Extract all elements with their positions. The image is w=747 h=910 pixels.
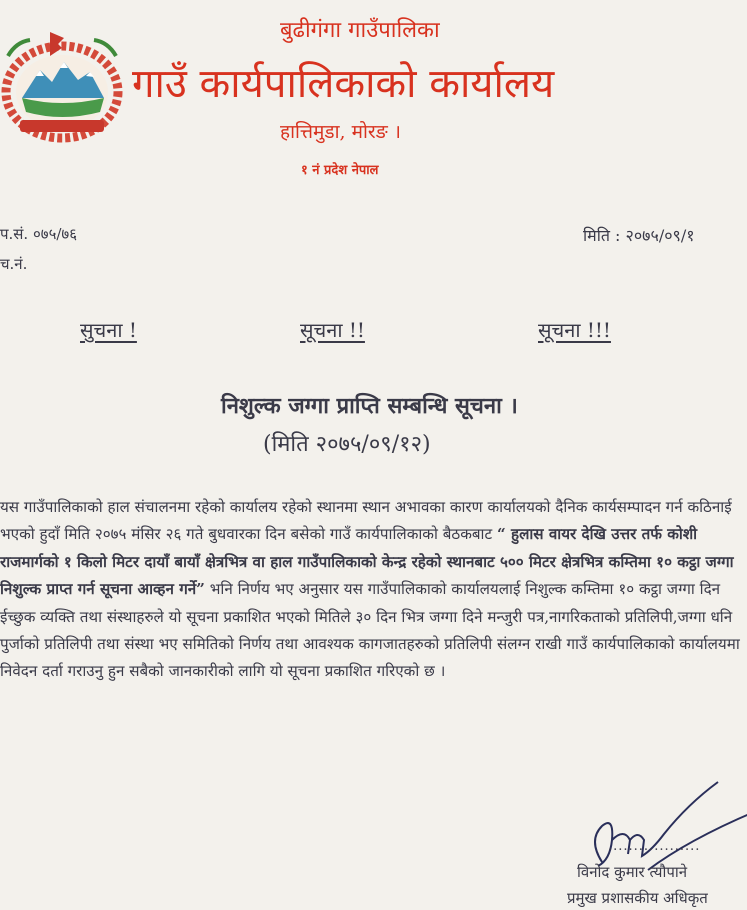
office-province: १ नं प्रदेश नेपाल: [301, 163, 379, 178]
signer-name: विनोद कुमार त्यौपाने: [577, 863, 688, 881]
nepal-government-emblem-icon: [0, 26, 128, 144]
office-title: गाउँ कार्यपालिकाको कार्यालय: [132, 61, 555, 107]
letter-date: मिति : २०७५/०९/१: [583, 226, 695, 245]
notice-body: [0, 494, 747, 686]
dispatch-number: च.नं.: [0, 255, 28, 273]
notice-word-1: सुचना !: [80, 318, 137, 342]
office-address: हात्तिमुडा, मोरङ ।: [280, 121, 401, 143]
signature-line: ..................: [608, 839, 701, 854]
notice-word-3: सूचना !!!: [538, 318, 611, 342]
body-text-part-2: भनि निर्णय भए अनुसार यस गाउँपालिकाको कार्यालयलाई निशुल्क कम्तिमा १० कट्ठा जग्गा दिन ईच्छुक व्यक्ति तथा संस्थाहरुले यो सूचना प्रकाशित भएको मितिले ३० दिन भित्र जग्गा दिने मन्जुरी पत्र,नागरिकताको प्रतिलिपी,जग्गा धनि पुर्जाको प्रतिलिपी तथा संस्था भए समितिको निर्णय तथा आवश्यक कागजातहरुको प्रतिलिपी संलग्न राखी गाउँ कार्यपालिकाको कार्यालयमा निवेदन दर्ता गराउनु हुन सबैको जानकारीको लागि यो सूचना प्रकाशित गरिएको छ ।: [0, 580, 740, 681]
reference-number: प.सं. ०७५/७६: [0, 225, 78, 243]
notice-heading: निशुल्क जग्गा प्राप्ति सम्बन्धि सूचना ।: [221, 393, 518, 419]
notice-date: (मिति २०७५/०९/१२): [263, 432, 431, 457]
body-decision-quote: “ हुलास वायर देखि उत्तर तर्फ कोशी राजमार्गको १ किलो मिटर दायाँ बायाँ क्षेत्रभित्र वा हाल गाउँपालिकाको केन्द्र रहेको स्थानबाट ५०० मिटर क्षेत्रभित्र कम्तिमा १० कट्ठा जग्गा निशुल्क प्राप्त गर्न सूचना आव्हन गर्ने”: [0, 525, 734, 599]
body-text-part-1: यस गाउँपालिकाको हाल संचालनमा रहेको कार्यालय रहेको स्थानमा स्थान अभावका कारण कार्यालयको दैनिक कार्यसम्पादन गर्न कठिनाई भएको हुदाँ मिति २०७५ मंसिर २६ गते बुधवारका दिन बसेको गाउँ कार्यपालिकाको बैठकबाट: [0, 498, 732, 544]
municipality-name: बुढीगंगा गाउँपालिका: [280, 18, 440, 43]
signer-title: प्रमुख प्रशासकीय अधिकृत: [567, 889, 708, 907]
notice-word-2: सूचना !!: [300, 318, 365, 342]
